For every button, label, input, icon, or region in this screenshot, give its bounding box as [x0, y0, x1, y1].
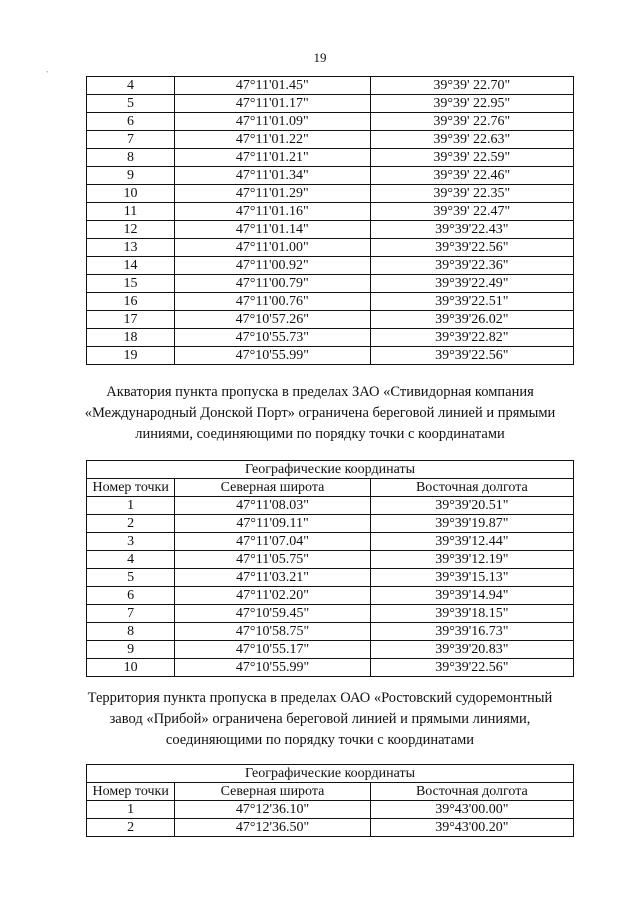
cell-east-longitude: 39°39' 22.76" [370, 113, 573, 131]
cell-point-number: 18 [87, 329, 175, 347]
table-row [87, 149, 574, 167]
cell-east-longitude: 39°39' 22.35" [370, 185, 573, 203]
cell-east-longitude: 39°39'16.73" [370, 623, 573, 641]
cell-east-longitude: 39°39'18.15" [370, 605, 573, 623]
cell-east-longitude: 39°39'15.13" [370, 569, 573, 587]
table-body [87, 77, 574, 365]
cell-east-longitude: 39°39'20.51" [370, 497, 573, 515]
cell-east-longitude: 39°39'26.02" [370, 311, 573, 329]
cell-east-longitude: 39°39'22.56" [370, 659, 573, 677]
cell-east-longitude: 39°39' 22.59" [370, 149, 573, 167]
group-header: Географические координаты [87, 461, 574, 479]
table-header-row [87, 479, 574, 497]
cell-point-number: 10 [87, 185, 175, 203]
cell-east-longitude: 39°43'00.00" [370, 801, 573, 819]
table-row [87, 801, 574, 819]
table-row [87, 221, 574, 239]
cell-east-longitude: 39°39'22.51" [370, 293, 573, 311]
table-row [87, 569, 574, 587]
cell-point-number: 17 [87, 311, 175, 329]
table-body [87, 801, 574, 837]
cell-north-latitude: 47°11'08.03" [175, 497, 370, 515]
cell-north-latitude: 47°10'55.99" [175, 347, 371, 365]
cell-east-longitude: 39°39'22.43" [370, 221, 573, 239]
table-row [87, 497, 574, 515]
table-row [87, 329, 574, 347]
cell-north-latitude: 47°11'01.45" [175, 77, 371, 95]
cell-point-number: 4 [87, 77, 175, 95]
cell-north-latitude: 47°11'01.09" [175, 113, 371, 131]
cell-point-number: 3 [87, 533, 175, 551]
page-number: 19 [313, 50, 327, 65]
column-header-point-number: Номер точки [87, 783, 175, 801]
cell-east-longitude: 39°39' 22.95" [370, 95, 573, 113]
table-row [87, 113, 574, 131]
cell-point-number: 5 [87, 95, 175, 113]
paragraph-line: соединяющими по порядку точки с координатами [165, 732, 475, 748]
cell-east-longitude: 39°39'22.56" [370, 347, 573, 365]
table-group-header-row [87, 765, 574, 783]
table-row [87, 239, 574, 257]
cell-east-longitude: 39°39' 22.47" [370, 203, 573, 221]
table-header-row [87, 783, 574, 801]
paragraph-line: завод «Прибой» ограничена береговой линией и прямыми линиями, [109, 711, 531, 727]
cell-north-latitude: 47°11'00.92" [175, 257, 371, 275]
coordinates-table-1 [86, 76, 574, 365]
coordinates-table-2 [86, 460, 574, 677]
cell-point-number: 7 [87, 131, 175, 149]
cell-north-latitude: 47°11'00.79" [175, 275, 371, 293]
cell-north-latitude: 47°11'01.17" [175, 95, 371, 113]
cell-north-latitude: 47°11'01.34" [175, 167, 371, 185]
group-header: Географические координаты [87, 765, 574, 783]
table-row [87, 257, 574, 275]
table-row [87, 515, 574, 533]
table-row [87, 275, 574, 293]
cell-north-latitude: 47°11'09.11" [175, 515, 370, 533]
cell-point-number: 4 [87, 551, 175, 569]
cell-north-latitude: 47°11'05.75" [175, 551, 370, 569]
paragraph-line: Акватория пункта пропуска в пределах ЗАО «Стивидорная компания [106, 384, 534, 400]
table-body [87, 497, 574, 677]
paragraph-line: линиями, соединяющими по порядку точки с координатами [135, 426, 505, 442]
cell-point-number: 11 [87, 203, 175, 221]
cell-north-latitude: 47°12'36.10" [175, 801, 370, 819]
cell-point-number: 8 [87, 149, 175, 167]
cell-point-number: 13 [87, 239, 175, 257]
table-row [87, 587, 574, 605]
cell-east-longitude: 39°39'22.36" [370, 257, 573, 275]
table-row [87, 623, 574, 641]
cell-point-number: 1 [87, 497, 175, 515]
cell-point-number: 15 [87, 275, 175, 293]
table-row [87, 311, 574, 329]
cell-point-number: 12 [87, 221, 175, 239]
cell-point-number: 8 [87, 623, 175, 641]
table-row [87, 77, 574, 95]
table-row [87, 167, 574, 185]
cell-east-longitude: 39°43'00.20" [370, 819, 573, 837]
cell-north-latitude: 47°11'07.04" [175, 533, 370, 551]
column-header-point-number: Номер точки [87, 479, 175, 497]
table-row [87, 347, 574, 365]
cell-north-latitude: 47°10'59.45" [175, 605, 370, 623]
cell-east-longitude: 39°39'19.87" [370, 515, 573, 533]
cell-north-latitude: 47°10'55.99" [175, 659, 370, 677]
cell-point-number: 10 [87, 659, 175, 677]
cell-east-longitude: 39°39' 22.70" [370, 77, 573, 95]
table-row [87, 659, 574, 677]
cell-north-latitude: 47°12'36.50" [175, 819, 370, 837]
column-header-north-latitude: Северная широта [175, 783, 370, 801]
cell-east-longitude: 39°39'14.94" [370, 587, 573, 605]
cell-north-latitude: 47°10'55.73" [175, 329, 371, 347]
cell-point-number: 2 [87, 515, 175, 533]
cell-north-latitude: 47°10'55.17" [175, 641, 370, 659]
cell-north-latitude: 47°11'01.21" [175, 149, 371, 167]
cell-north-latitude: 47°11'01.14" [175, 221, 371, 239]
cell-point-number: 2 [87, 819, 175, 837]
column-header-north-latitude: Северная широта [175, 479, 370, 497]
table-row [87, 641, 574, 659]
cell-east-longitude: 39°39' 22.63" [370, 131, 573, 149]
cell-point-number: 1 [87, 801, 175, 819]
cell-point-number: 6 [87, 113, 175, 131]
cell-point-number: 14 [87, 257, 175, 275]
cell-north-latitude: 47°10'58.75" [175, 623, 370, 641]
coordinates-table-3 [86, 764, 574, 837]
cell-north-latitude: 47°11'00.76" [175, 293, 371, 311]
table-row [87, 533, 574, 551]
cell-east-longitude: 39°39'22.49" [370, 275, 573, 293]
stray-mark: ` [46, 70, 49, 79]
cell-north-latitude: 47°10'57.26" [175, 311, 371, 329]
paragraph-line: Территория пункта пропуска в пределах ОАО «Ростовский судоремонтный [87, 690, 553, 706]
cell-east-longitude: 39°39'20.83" [370, 641, 573, 659]
cell-north-latitude: 47°11'01.00" [175, 239, 371, 257]
cell-north-latitude: 47°11'01.29" [175, 185, 371, 203]
cell-point-number: 19 [87, 347, 175, 365]
table-row [87, 605, 574, 623]
table-row [87, 95, 574, 113]
cell-north-latitude: 47°11'03.21" [175, 569, 370, 587]
cell-north-latitude: 47°11'01.16" [175, 203, 371, 221]
cell-east-longitude: 39°39'12.44" [370, 533, 573, 551]
cell-north-latitude: 47°11'02.20" [175, 587, 370, 605]
paragraph-line: «Международный Донской Порт» ограничена береговой линией и прямыми [84, 405, 556, 421]
cell-point-number: 5 [87, 569, 175, 587]
cell-point-number: 9 [87, 167, 175, 185]
cell-east-longitude: 39°39' 22.46" [370, 167, 573, 185]
table-row [87, 551, 574, 569]
cell-east-longitude: 39°39'12.19" [370, 551, 573, 569]
table-row [87, 819, 574, 837]
column-header-east-longitude: Восточная долгота [370, 479, 573, 497]
paragraph-priboy-shipyard [60, 688, 580, 751]
cell-point-number: 7 [87, 605, 175, 623]
cell-point-number: 6 [87, 587, 175, 605]
cell-east-longitude: 39°39'22.82" [370, 329, 573, 347]
column-header-east-longitude: Восточная долгота [370, 783, 573, 801]
paragraph-stevedoring-company [60, 382, 580, 445]
cell-point-number: 9 [87, 641, 175, 659]
table-group-header-row [87, 461, 574, 479]
table-row [87, 203, 574, 221]
table-row [87, 131, 574, 149]
cell-point-number: 16 [87, 293, 175, 311]
cell-north-latitude: 47°11'01.22" [175, 131, 371, 149]
cell-east-longitude: 39°39'22.56" [370, 239, 573, 257]
table-row [87, 293, 574, 311]
table-row [87, 185, 574, 203]
